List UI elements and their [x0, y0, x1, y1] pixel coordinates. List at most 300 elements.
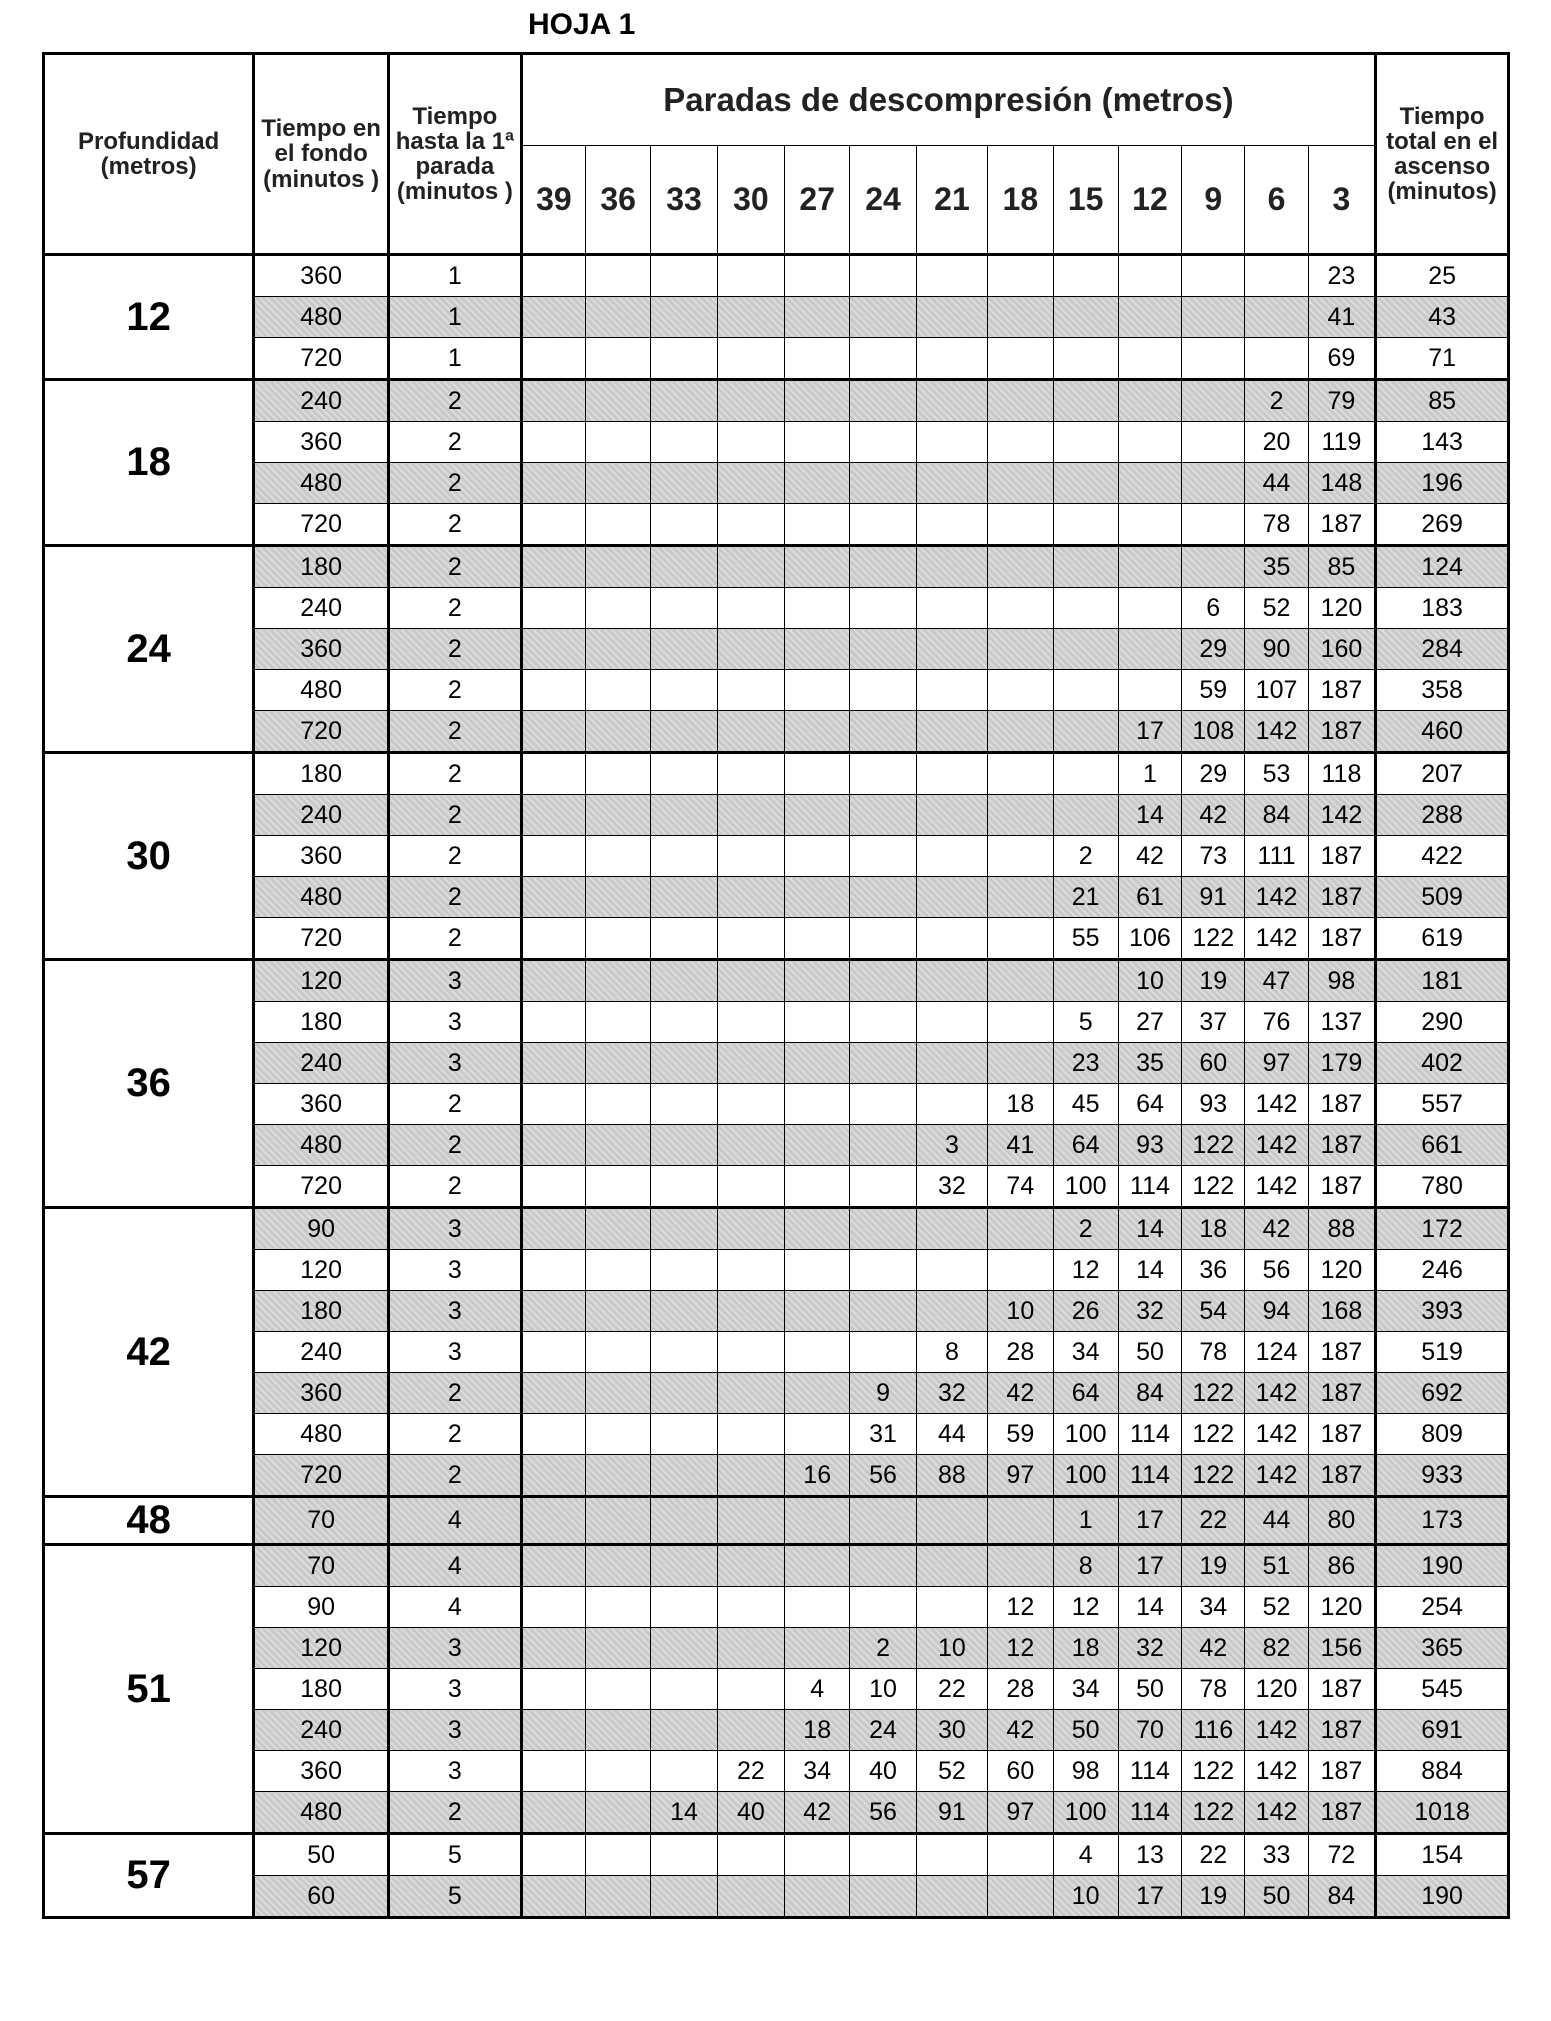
header-depth: Profundidad (metros) [44, 54, 254, 255]
stop-cell [651, 1545, 717, 1587]
stop-cell: 142 [1245, 1125, 1308, 1166]
table-row [44, 255, 1509, 297]
stop-cell: 142 [1245, 1084, 1308, 1125]
stop-cell [850, 1545, 916, 1587]
stop-cell [1053, 380, 1118, 422]
total-ascent-cell: 183 [1376, 588, 1509, 629]
stop-cell [717, 1332, 784, 1373]
time-first-stop-cell: 3 [389, 1751, 522, 1792]
stop-cell [785, 1414, 850, 1455]
total-ascent-cell: 358 [1376, 670, 1509, 711]
stop-cell [785, 422, 850, 463]
time-first-stop-cell: 2 [389, 1414, 522, 1455]
stop-cell [916, 670, 987, 711]
stop-cell [651, 1166, 717, 1208]
time-first-stop-cell: 3 [389, 1710, 522, 1751]
time-first-stop-cell: 4 [389, 1545, 522, 1587]
stop-cell: 42 [988, 1373, 1053, 1414]
stop-cell [850, 1208, 916, 1250]
time-first-stop-cell: 3 [389, 1208, 522, 1250]
stop-cell: 156 [1308, 1628, 1376, 1669]
stop-cell [785, 1628, 850, 1669]
stop-cell: 111 [1245, 836, 1308, 877]
total-ascent-cell: 154 [1376, 1834, 1509, 1876]
stop-cell [1053, 297, 1118, 338]
stop-cell: 52 [1245, 1587, 1308, 1628]
stop-cell: 53 [1245, 753, 1308, 795]
stop-cell: 16 [785, 1455, 850, 1497]
stop-cell [521, 1876, 585, 1918]
stop-cell [717, 918, 784, 960]
stop-cell [586, 1250, 651, 1291]
stop-cell [1053, 588, 1118, 629]
stop-cell: 142 [1245, 711, 1308, 753]
table-row [44, 546, 1509, 588]
stop-cell [1118, 338, 1181, 380]
stop-cell [785, 1332, 850, 1373]
stop-cell [651, 1084, 717, 1125]
stop-cell: 8 [916, 1332, 987, 1373]
stop-cell: 93 [1118, 1125, 1181, 1166]
table-row [44, 1455, 1509, 1497]
stop-cell: 54 [1182, 1291, 1245, 1332]
stop-cell [521, 960, 585, 1002]
total-ascent-cell: 545 [1376, 1669, 1509, 1710]
stop-cell: 18 [1053, 1628, 1118, 1669]
stop-cell [521, 1628, 585, 1669]
stop-cell [521, 836, 585, 877]
stop-cell [785, 795, 850, 836]
stop-cell [916, 1834, 987, 1876]
stop-cell: 52 [1245, 588, 1308, 629]
table-row [44, 1084, 1509, 1125]
stop-cell [916, 1208, 987, 1250]
stop-cell [850, 1291, 916, 1332]
time-first-stop-cell: 3 [389, 1250, 522, 1291]
stop-cell: 19 [1182, 1545, 1245, 1587]
stop-cell [1053, 795, 1118, 836]
stop-cell: 42 [785, 1792, 850, 1834]
stop-cell: 114 [1118, 1792, 1181, 1834]
stop-cell [916, 546, 987, 588]
table-row [44, 1414, 1509, 1455]
stop-cell [916, 1002, 987, 1043]
stop-cell [916, 1545, 987, 1587]
stop-cell [850, 422, 916, 463]
stop-cell [586, 836, 651, 877]
stop-cell: 50 [1053, 1710, 1118, 1751]
stop-cell [521, 1792, 585, 1834]
stop-cell [651, 670, 717, 711]
stop-cell: 98 [1308, 960, 1376, 1002]
stop-cell [521, 1669, 585, 1710]
stop-cell [521, 1125, 585, 1166]
stop-cell [651, 1628, 717, 1669]
bottom-time-cell: 360 [254, 255, 389, 297]
stop-cell: 100 [1053, 1166, 1118, 1208]
stop-cell: 32 [1118, 1291, 1181, 1332]
time-first-stop-cell: 2 [389, 588, 522, 629]
stop-cell [586, 1166, 651, 1208]
stop-cell [1053, 670, 1118, 711]
stop-cell [521, 380, 585, 422]
stop-cell [785, 1834, 850, 1876]
stop-cell [586, 1587, 651, 1628]
stop-cell: 14 [1118, 1587, 1181, 1628]
stop-cell [850, 918, 916, 960]
header-time-first-stop: Tiempo hasta la 1ª parada (minutos ) [389, 54, 522, 255]
time-first-stop-cell: 3 [389, 1002, 522, 1043]
stop-cell: 42 [1118, 836, 1181, 877]
stop-cell [850, 1497, 916, 1545]
stop-cell [785, 463, 850, 504]
stop-cell: 124 [1245, 1332, 1308, 1373]
time-first-stop-cell: 2 [389, 1373, 522, 1414]
table-row [44, 753, 1509, 795]
stop-cell [850, 504, 916, 546]
stop-cell [717, 670, 784, 711]
stop-cell [586, 504, 651, 546]
stop-cell: 4 [1053, 1834, 1118, 1876]
bottom-time-cell: 240 [254, 588, 389, 629]
stop-cell [717, 1250, 784, 1291]
stop-cell: 120 [1308, 1250, 1376, 1291]
stop-cell [586, 380, 651, 422]
table-row [44, 877, 1509, 918]
stop-cell: 187 [1308, 711, 1376, 753]
total-ascent-cell: 196 [1376, 463, 1509, 504]
stop-cell [785, 1876, 850, 1918]
stop-cell [785, 1373, 850, 1414]
total-ascent-cell: 933 [1376, 1455, 1509, 1497]
stop-cell: 107 [1245, 670, 1308, 711]
stop-cell [916, 1291, 987, 1332]
total-ascent-cell: 124 [1376, 546, 1509, 588]
stop-cell: 142 [1245, 1414, 1308, 1455]
stop-cell: 17 [1118, 711, 1181, 753]
time-first-stop-cell: 3 [389, 1628, 522, 1669]
stop-cell: 122 [1182, 1125, 1245, 1166]
stop-cell: 36 [1182, 1250, 1245, 1291]
stop-cell [651, 380, 717, 422]
stop-cell [988, 918, 1053, 960]
stop-cell: 82 [1245, 1628, 1308, 1669]
stop-cell: 10 [1118, 960, 1181, 1002]
stop-cell [651, 297, 717, 338]
stop-cell [521, 1291, 585, 1332]
stop-cell: 17 [1118, 1545, 1181, 1587]
stop-cell [916, 960, 987, 1002]
stop-cell [717, 877, 784, 918]
stop-cell [1182, 380, 1245, 422]
stop-cell: 2 [1245, 380, 1308, 422]
stop-cell [785, 546, 850, 588]
stop-cell: 100 [1053, 1414, 1118, 1455]
table-row [44, 836, 1509, 877]
stop-cell [916, 1876, 987, 1918]
total-ascent-cell: 143 [1376, 422, 1509, 463]
stop-cell [785, 255, 850, 297]
table-row [44, 1125, 1509, 1166]
sheet-title: HOJA 1 [528, 8, 636, 41]
stop-cell: 142 [1245, 877, 1308, 918]
stop-cell [521, 338, 585, 380]
stop-cell: 10 [850, 1669, 916, 1710]
table-row [44, 422, 1509, 463]
stop-cell: 78 [1182, 1669, 1245, 1710]
bottom-time-cell: 360 [254, 1751, 389, 1792]
stop-cell [586, 1125, 651, 1166]
bottom-time-cell: 480 [254, 1792, 389, 1834]
depth-group [44, 546, 1509, 753]
stop-cell [521, 1002, 585, 1043]
stop-cell: 55 [1053, 918, 1118, 960]
total-ascent-cell: 190 [1376, 1545, 1509, 1587]
stop-cell [988, 1043, 1053, 1084]
stop-cell [521, 670, 585, 711]
total-ascent-cell: 1018 [1376, 1792, 1509, 1834]
stop-cell: 94 [1245, 1291, 1308, 1332]
stop-cell: 142 [1245, 918, 1308, 960]
stop-cell: 187 [1308, 1084, 1376, 1125]
stop-cell [717, 380, 784, 422]
stop-cell [850, 546, 916, 588]
stop-cell [717, 795, 784, 836]
table-row [44, 1208, 1509, 1250]
bottom-time-cell: 480 [254, 877, 389, 918]
stop-cell [521, 422, 585, 463]
stop-cell [988, 753, 1053, 795]
table-row [44, 711, 1509, 753]
time-first-stop-cell: 5 [389, 1876, 522, 1918]
stop-cell: 85 [1308, 546, 1376, 588]
stop-cell [586, 711, 651, 753]
stop-cell [850, 670, 916, 711]
stop-cell [1053, 960, 1118, 1002]
stop-cell [521, 1084, 585, 1125]
stop-cell [1182, 422, 1245, 463]
stop-cell: 187 [1308, 1710, 1376, 1751]
total-ascent-cell: 365 [1376, 1628, 1509, 1669]
total-ascent-cell: 393 [1376, 1291, 1509, 1332]
stop-cell [586, 1710, 651, 1751]
stop-cell [785, 711, 850, 753]
total-ascent-cell: 509 [1376, 877, 1509, 918]
bottom-time-cell: 240 [254, 795, 389, 836]
depth-cell: 48 [44, 1497, 254, 1545]
table-row [44, 1792, 1509, 1834]
stop-cell: 142 [1245, 1792, 1308, 1834]
stop-cell [717, 1834, 784, 1876]
depth-group [44, 1834, 1509, 1918]
stop-cell [717, 629, 784, 670]
stop-cell: 114 [1118, 1751, 1181, 1792]
stop-cell [988, 255, 1053, 297]
stop-cell [1245, 338, 1308, 380]
bottom-time-cell: 720 [254, 338, 389, 380]
header-decompression-stops: Paradas de descompresión (metros) [521, 54, 1375, 146]
stop-cell: 42 [988, 1710, 1053, 1751]
table-row [44, 1373, 1509, 1414]
stop-cell: 90 [1245, 629, 1308, 670]
stop-cell: 142 [1245, 1710, 1308, 1751]
stop-cell [1053, 422, 1118, 463]
stop-cell [521, 255, 585, 297]
stop-cell: 122 [1182, 1166, 1245, 1208]
header-stop-depth: 6 [1245, 146, 1308, 255]
total-ascent-cell: 884 [1376, 1751, 1509, 1792]
total-ascent-cell: 809 [1376, 1414, 1509, 1455]
stop-cell [785, 297, 850, 338]
stop-cell [850, 795, 916, 836]
stop-cell [785, 670, 850, 711]
depth-cell: 18 [44, 380, 254, 546]
stop-cell [521, 1332, 585, 1373]
depth-group [44, 1497, 1509, 1545]
stop-cell [988, 960, 1053, 1002]
stop-cell: 40 [850, 1751, 916, 1792]
stop-cell: 27 [1118, 1002, 1181, 1043]
stop-cell [1053, 504, 1118, 546]
stop-cell: 78 [1182, 1332, 1245, 1373]
bottom-time-cell: 180 [254, 1291, 389, 1332]
stop-cell [717, 504, 784, 546]
stop-cell: 106 [1118, 918, 1181, 960]
total-ascent-cell: 460 [1376, 711, 1509, 753]
stop-cell: 187 [1308, 1373, 1376, 1414]
stop-cell [717, 1455, 784, 1497]
stop-cell [1053, 629, 1118, 670]
stop-cell [785, 1250, 850, 1291]
stop-cell [916, 588, 987, 629]
stop-cell [850, 588, 916, 629]
stop-cell [521, 1545, 585, 1587]
stop-cell [785, 1587, 850, 1628]
stop-cell [651, 1497, 717, 1545]
stop-cell: 41 [1308, 297, 1376, 338]
stop-cell [1118, 546, 1181, 588]
stop-cell [916, 753, 987, 795]
stop-cell [521, 297, 585, 338]
stop-cell: 168 [1308, 1291, 1376, 1332]
stop-cell: 122 [1182, 1455, 1245, 1497]
stop-cell [850, 338, 916, 380]
stop-cell [586, 1876, 651, 1918]
header-stop-depth: 3 [1308, 146, 1376, 255]
stop-cell [988, 1497, 1053, 1545]
stop-cell: 50 [1118, 1332, 1181, 1373]
stop-cell: 12 [988, 1628, 1053, 1669]
stop-cell: 187 [1308, 1455, 1376, 1497]
stop-cell [651, 1043, 717, 1084]
stop-cell [916, 711, 987, 753]
stop-cell [717, 1545, 784, 1587]
stop-cell [785, 1497, 850, 1545]
stop-cell: 73 [1182, 836, 1245, 877]
table-row [44, 588, 1509, 629]
stop-cell: 97 [988, 1455, 1053, 1497]
stop-cell: 45 [1053, 1084, 1118, 1125]
stop-cell [586, 338, 651, 380]
stop-cell: 187 [1308, 877, 1376, 918]
stop-cell [521, 1497, 585, 1545]
time-first-stop-cell: 1 [389, 297, 522, 338]
time-first-stop-cell: 2 [389, 629, 522, 670]
stop-cell [988, 1250, 1053, 1291]
depth-group [44, 380, 1509, 546]
stop-cell: 142 [1245, 1373, 1308, 1414]
stop-cell [717, 1208, 784, 1250]
stop-cell: 61 [1118, 877, 1181, 918]
header-stop-depth: 24 [850, 146, 916, 255]
stop-cell [586, 1043, 651, 1084]
stop-cell: 122 [1182, 1373, 1245, 1414]
stop-cell [916, 836, 987, 877]
stop-cell: 69 [1308, 338, 1376, 380]
stop-cell [1053, 711, 1118, 753]
bottom-time-cell: 480 [254, 1125, 389, 1166]
stop-cell: 26 [1053, 1291, 1118, 1332]
table-row [44, 297, 1509, 338]
stop-cell: 42 [1245, 1208, 1308, 1250]
stop-cell: 122 [1182, 918, 1245, 960]
bottom-time-cell: 720 [254, 504, 389, 546]
bottom-time-cell: 240 [254, 1043, 389, 1084]
stop-cell: 88 [916, 1455, 987, 1497]
stop-cell [850, 1166, 916, 1208]
stop-cell [850, 960, 916, 1002]
stop-cell [717, 338, 784, 380]
bottom-time-cell: 360 [254, 1084, 389, 1125]
stop-cell [586, 1834, 651, 1876]
stop-cell: 35 [1118, 1043, 1181, 1084]
stop-cell [586, 918, 651, 960]
stop-cell [988, 297, 1053, 338]
stop-cell [717, 1497, 784, 1545]
stop-cell [785, 629, 850, 670]
stop-cell: 84 [1245, 795, 1308, 836]
header-stop-depth: 27 [785, 146, 850, 255]
stop-cell: 12 [1053, 1587, 1118, 1628]
table-row [44, 504, 1509, 546]
stop-cell [717, 588, 784, 629]
stop-cell: 51 [1245, 1545, 1308, 1587]
stop-cell: 142 [1308, 795, 1376, 836]
header-stop-depth: 15 [1053, 146, 1118, 255]
stop-cell [586, 255, 651, 297]
stop-cell [850, 629, 916, 670]
stop-cell: 60 [988, 1751, 1053, 1792]
depth-group [44, 255, 1509, 380]
stop-cell: 98 [1053, 1751, 1118, 1792]
stop-cell [586, 588, 651, 629]
bottom-time-cell: 180 [254, 753, 389, 795]
stop-cell: 50 [1245, 1876, 1308, 1918]
stop-cell: 22 [916, 1669, 987, 1710]
stop-cell [785, 960, 850, 1002]
total-ascent-cell: 43 [1376, 297, 1509, 338]
table-row [44, 1545, 1509, 1587]
stop-cell: 44 [916, 1414, 987, 1455]
stop-cell: 142 [1245, 1166, 1308, 1208]
table-row [44, 1669, 1509, 1710]
stop-cell: 3 [916, 1125, 987, 1166]
stop-cell: 97 [1245, 1043, 1308, 1084]
table-row [44, 629, 1509, 670]
stop-cell: 10 [1053, 1876, 1118, 1918]
stop-cell: 187 [1308, 918, 1376, 960]
stop-cell [916, 255, 987, 297]
